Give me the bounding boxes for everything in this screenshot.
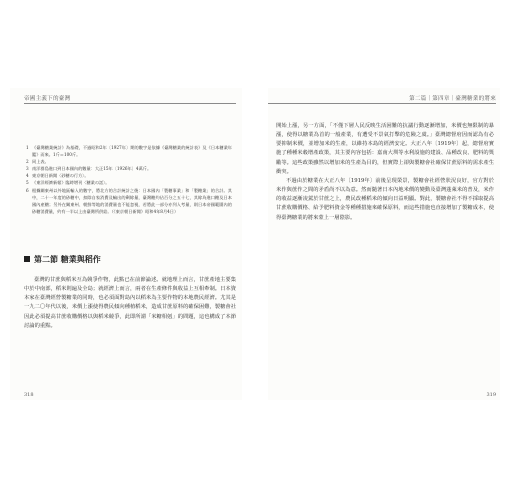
paragraph: 開始上漲，另一方面，「不僅下層人民反映生活困難的抗議行動逐漸增加，米價也無限制的暴漲，使得以糖業為首的一般產業，有遭受不景氣打擊的危險之虞。」臺灣總督府因而認為有必要抑制米價，並增加米的生產，以維持本島的經濟安定。大正八年〔1919年〕起，總督府實施了種種米穀增產政策，其主要內容包括：嘉南大圳等水利設施的建設、品種改良、肥料的獎勵等。這些政策雖然以增加米的生產為目的，但實際上卻與製糖會社確保甘蔗原料的需求產生衝突。 <box>276 123 494 175</box>
section-marker-icon <box>24 256 30 262</box>
left-page <box>10 88 242 400</box>
header-rule-left <box>24 103 236 104</box>
paragraph: 不過由於糖業在大正八年〔1919年〕前後呈現榮景，製糖會社經營狀況良好，官方對於米作與蔗作之間的矛盾尚不以為意。然而隨著日本內地米價的變動及臺灣蓬萊米的普及，米作的收益逐漸凌駕於甘蔗之上，農民改種稻米的傾向日益明顯。對此，製糖會社不得不採取提高甘蔗收購價格、給予肥料資金等種種措施來確保原料，而這些措施也直接增加了製糖成本，使得臺灣糖業的將來蒙上一層陰影。 <box>276 177 494 221</box>
footnote-text: 南洋群島進口到日本國內的數量：大正15年〔1926年〕4萬斤。 <box>32 166 152 172</box>
footnote-text: 根據關東州以外地區輸入的數字，將北方的合計統計之後：日本國內「製糖事業」和「製糖業」的合計。其中，二十一年度的砂糖中，扣除自家消費及輸出的剩餘量，臺灣糖約佔百分之五十七，其餘為進口糖及日本國內產糖；另外在關東州、朝鮮等地的消費量也不能忽視，若將此一部分亦列入考量，則日本帝國範圍內的砂糖消費量，約有一半以上由臺灣所供給。（《東京朝日新聞》昭和4年8月4日） <box>32 187 232 214</box>
header-rule-right <box>268 103 496 104</box>
left-body-text <box>24 276 236 331</box>
footnote-number: 1 <box>26 145 29 150</box>
paragraph: 臺灣的甘蔗與稻米互為競爭作物，此點已在前節論述。就地理上而言，甘蔗產地主要集中於中南部，稻米則遍及全島；就經濟上而言，兩者在生產條件與收益上互相牽制。日本資本家在臺灣經營製糖業的同時，也必須面對島內以稻米為主要作物的本地農民經濟。尤其是一九二〇年代以後，米價上漲使得農民傾向種植稻米，造成甘蔗原料的確保困難，製糖會社因此必須提高甘蔗收購價格以與稻米競爭，此即所謂「米糖相剋」的問題，這也構成了本節討論的重點。 <box>24 277 236 329</box>
section-heading <box>24 252 234 266</box>
footnote <box>26 187 232 215</box>
page-number-left: 318 <box>24 392 34 398</box>
footnote-text: 東京朝日新聞〈砂糖の行方〉。 <box>32 173 89 179</box>
footnote <box>26 158 232 165</box>
running-header-right: 第二篇｜第四章｜臺灣糖業的將來 <box>409 96 496 102</box>
right-body-text <box>276 122 494 223</box>
footnote <box>26 172 232 179</box>
footnote-text: 《東洋經濟新報》臨時增刊〈糖業の話〉。 <box>32 180 110 186</box>
footnote-number: 3 <box>26 166 29 172</box>
section-title: 第二節 糖業與稻作 <box>34 253 101 264</box>
footnote <box>26 165 232 172</box>
footnote-number: 5 <box>26 180 29 186</box>
footnote-number: 2 <box>26 159 29 165</box>
page-number-right: 319 <box>486 392 496 398</box>
footnote-number: 6 <box>26 187 29 193</box>
footnote <box>26 179 232 186</box>
footnote-number: 4 <box>26 173 29 179</box>
running-header-left: 帝國主義下的臺灣 <box>24 96 71 102</box>
footnote-text: 同上表。 <box>32 159 49 165</box>
footnote-text: 《臺灣糖業統計》為基礎，不過昭和2年〔1927年〕期的數字是依據《臺灣糖業的統計表》及《日本糖業年鑑》而來。1斤＝100斤。 <box>32 145 232 158</box>
footnotes <box>26 144 232 215</box>
footnote <box>26 144 232 158</box>
